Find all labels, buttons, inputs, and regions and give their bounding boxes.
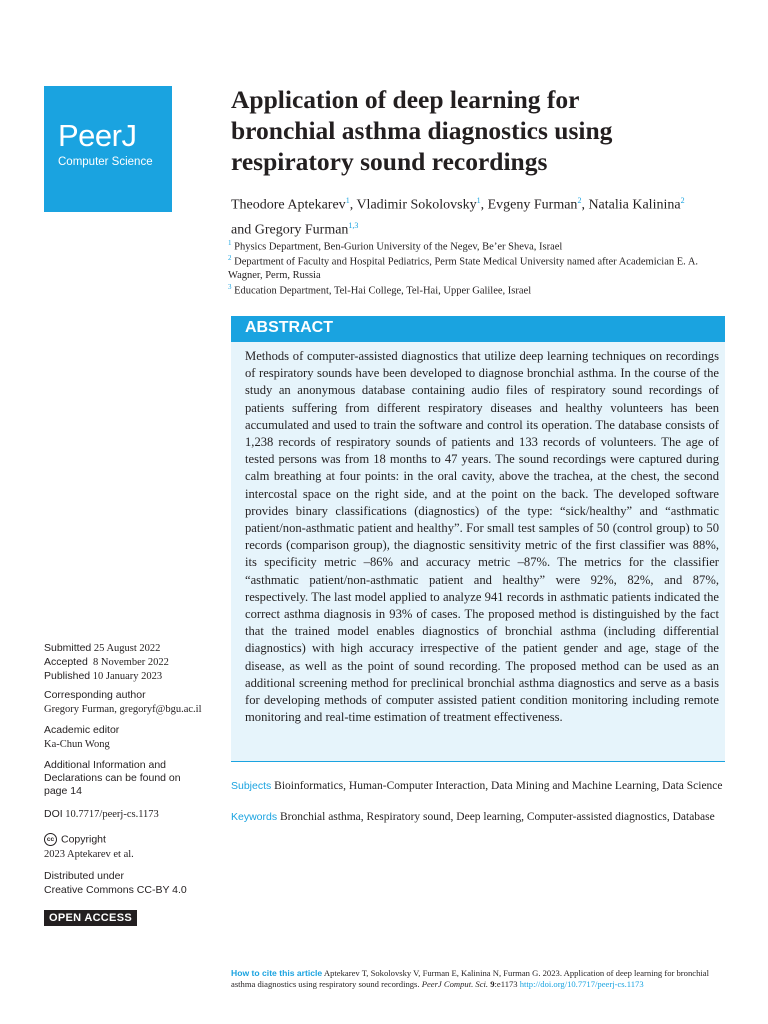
citation-volume: 9 <box>490 979 495 989</box>
published-label: Published <box>44 670 91 682</box>
abstract-heading: ABSTRACT <box>245 319 333 336</box>
author-name[interactable]: Gregory Furman <box>254 222 349 238</box>
affiliation-number: 3 <box>228 283 232 291</box>
license[interactable]: Creative Commons CC-BY 4.0 <box>44 884 187 896</box>
citation-text: Aptekarev T, Sokolovsky V, Furman E, Kalinina N, Furman G. 2023. Application of deep learning for bronchial asthma diagnostics using respiratory sound recordings. <box>231 968 709 989</box>
author-name[interactable]: Vladimir Sokolovsky <box>356 197 477 213</box>
author-affiliation-ref: 2 <box>680 196 685 205</box>
corresponding-author[interactable]: Gregory Furman, gregoryf@bgu.ac.il <box>44 704 202 715</box>
additional-info-note[interactable]: Additional Information and Declarations can be found on page 14 <box>44 759 181 797</box>
affiliation-text: Physics Department, Ben-Gurion University of the Negev, Be’er Sheva, Israel <box>234 241 563 253</box>
author-affiliation-ref: 1 <box>476 196 481 205</box>
author-affiliation-ref: 1,3 <box>348 220 359 230</box>
affiliation-text: Education Department, Tel-Hai College, Tel-Hai, Upper Galilee, Israel <box>234 285 532 297</box>
doi-value[interactable]: 10.7717/peerj-cs.1173 <box>65 809 159 820</box>
logo-name: PeerJ <box>58 118 137 153</box>
citation <box>231 968 731 990</box>
journal-logo <box>44 86 172 212</box>
keywords-label: Keywords <box>231 811 278 823</box>
citation-doi-link[interactable]: http://doi.org/10.7717/peerj-cs.1173 <box>519 979 644 989</box>
corresponding-author-label: Corresponding author <box>44 689 146 701</box>
affiliation-text: Department of Faculty and Hospital Pediatrics, Perm State Medical University named after Academician E. A. Wagner, Perm, Russia <box>228 256 699 281</box>
author-name[interactable]: Natalia Kalinina <box>588 197 681 213</box>
affiliation <box>228 252 718 282</box>
author-affiliation-ref: 1 <box>345 196 350 205</box>
citation-journal: PeerJ Comput. Sci. <box>421 979 489 989</box>
citation-article: :e1173 <box>494 979 520 989</box>
submitted-value: 25 August 2022 <box>93 643 161 654</box>
keywords <box>231 810 725 825</box>
copyright <box>44 833 224 846</box>
affiliation <box>228 281 718 298</box>
logo-subtitle: Computer Science <box>58 156 153 168</box>
author-separator: , <box>480 197 488 213</box>
abstract-box <box>231 342 725 762</box>
published-value: 10 January 2023 <box>92 671 163 682</box>
accepted-date <box>44 656 224 669</box>
academic-editor-label: Academic editor <box>44 724 120 736</box>
subjects <box>231 779 725 794</box>
affiliation-number: 2 <box>228 254 232 262</box>
author-list <box>231 191 701 240</box>
author-name[interactable]: Evgeny Furman <box>487 197 578 213</box>
copyright-holder: 2023 Aptekarev et al. <box>44 849 134 860</box>
published-date <box>44 670 224 683</box>
affiliation-number: 1 <box>228 239 232 247</box>
subjects-text: Bioinformatics, Human-Computer Interaction, Data Mining and Machine Learning, Data Science <box>274 780 723 792</box>
submitted-label: Submitted <box>44 642 92 654</box>
author-separator: and <box>231 222 255 238</box>
abstract-text: Methods of computer-assisted diagnostics that utilize deep learning techniques on recordings of respiratory sounds have been developed to diagnose bronchial asthma. In the course of the study an anonymous database containing audio files of respiratory sound recordings of patients suffering from different respiratory diseases and healthy volunteers has been accumulated and used to train the software and control its operation. The database consists of 1,238 records of respiratory sounds of patients and 133 records of volunteers. The age of tested persons was from 18 months to 47 years. The sound recordings were captured during calm breathing at four points: in the oral cavity, above the trachea, at the chest, the second intercostal space on the right side, and at the point on the back. The developed software provides binary classifications (diagnostics) of the type: “sick/healthy” and “asthmatic patient/non-asthmatic patient and healthy”. For small test samples of 50 (control group) to 50 records (comparison group), the diagnostic sensitivity metric of the first classifier was 88%, its specificity metric –86% and accuracy metric –87%. The metrics for the classifier “asthmatic patient/non-asthmatic patient and healthy” were 92%, 82%, and 87%, respectively. The last model applied to analyze 941 records in asthmatic patients indicated the correct asthma diagnosis in 93% of cases. The proposed method is distinguished by the fact that the trained model enables diagnostics of bronchial asthma (including differential diagnostics) with high accuracy irrespective of the patient gender and age, stage of the disease, as well as the point of sound recording. The proposed method can be used as an additional screening method for preclinical bronchial asthma diagnostics and serve as a basis for developing methods of computer assisted patient condition monitoring including remote monitoring and real-time estimation of treatment effectiveness. <box>245 349 719 725</box>
article-title: Application of deep learning for bronchial asthma diagnostics using respiratory sound recordings <box>231 85 613 176</box>
subjects-label: Subjects <box>231 780 272 792</box>
doi <box>44 808 224 821</box>
citation-label: How to cite this article <box>231 968 323 978</box>
submitted-date <box>44 642 224 655</box>
abstract-header <box>231 316 725 342</box>
academic-editor: Ka-Chun Wong <box>44 739 110 750</box>
author-name[interactable]: Theodore Aptekarev <box>231 197 346 213</box>
keywords-text: Bronchial asthma, Respiratory sound, Deep learning, Computer-assisted diagnostics, Database <box>279 811 715 823</box>
author-separator: , <box>349 197 357 213</box>
copyright-label: Copyright <box>61 833 106 846</box>
license-label: Distributed under <box>44 870 124 882</box>
accepted-label: Accepted <box>44 656 88 668</box>
author-separator: , <box>581 197 589 213</box>
author-affiliation-ref: 2 <box>577 196 582 205</box>
doi-label: DOI <box>44 808 63 820</box>
open-access-badge: OPEN ACCESS <box>44 910 137 926</box>
accepted-value: 8 November 2022 <box>93 657 169 668</box>
copyright-icon: cc <box>44 833 57 846</box>
